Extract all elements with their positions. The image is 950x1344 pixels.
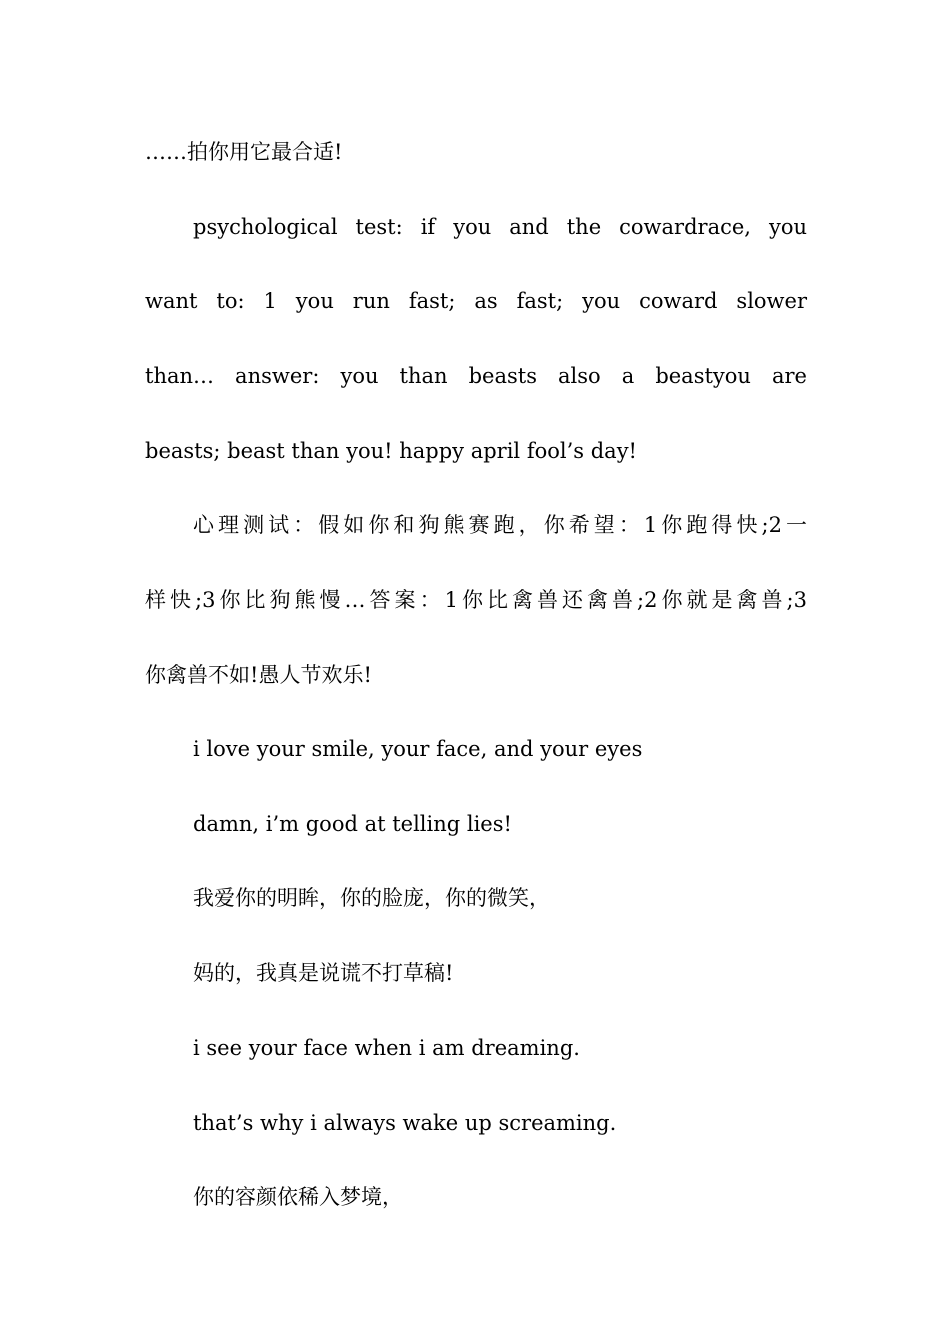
text-line-10: damn, i’m good at telling lies!	[193, 812, 512, 836]
text-line-8: 你禽兽不如!愚人节欢乐!	[145, 663, 372, 687]
text-line-11: 我爱你的明眸，你的脸庞，你的微笑，	[193, 886, 550, 910]
text-line-3: want to: 1 you run fast; as fast; you coward slower	[145, 289, 807, 313]
text-line-6: 心理测试：假如你和狗熊赛跑，你希望：1你跑得快;2一	[193, 513, 807, 537]
text-line-9: i love your smile, your face, and your eyes	[193, 737, 643, 761]
text-line-13: i see your face when i am dreaming.	[193, 1036, 580, 1060]
text-line-12: 妈的，我真是说谎不打草稿!	[193, 961, 454, 985]
text-line-15: 你的容颜依稀入梦境，	[193, 1185, 403, 1209]
text-line-2: psychological test: if you and the cowardrace, you	[193, 215, 807, 239]
text-line-5: beasts; beast than you! happy april fool’s day!	[145, 439, 637, 463]
text-line-1: ……拍你用它最合适!	[145, 140, 343, 164]
text-line-4: than… answer: you than beasts also a beastyou are	[145, 364, 807, 388]
text-line-7: 样快;3你比狗熊慢…答案：1你比禽兽还禽兽;2你就是禽兽;3	[145, 588, 807, 612]
text-line-14: that’s why i always wake up screaming.	[193, 1111, 617, 1135]
